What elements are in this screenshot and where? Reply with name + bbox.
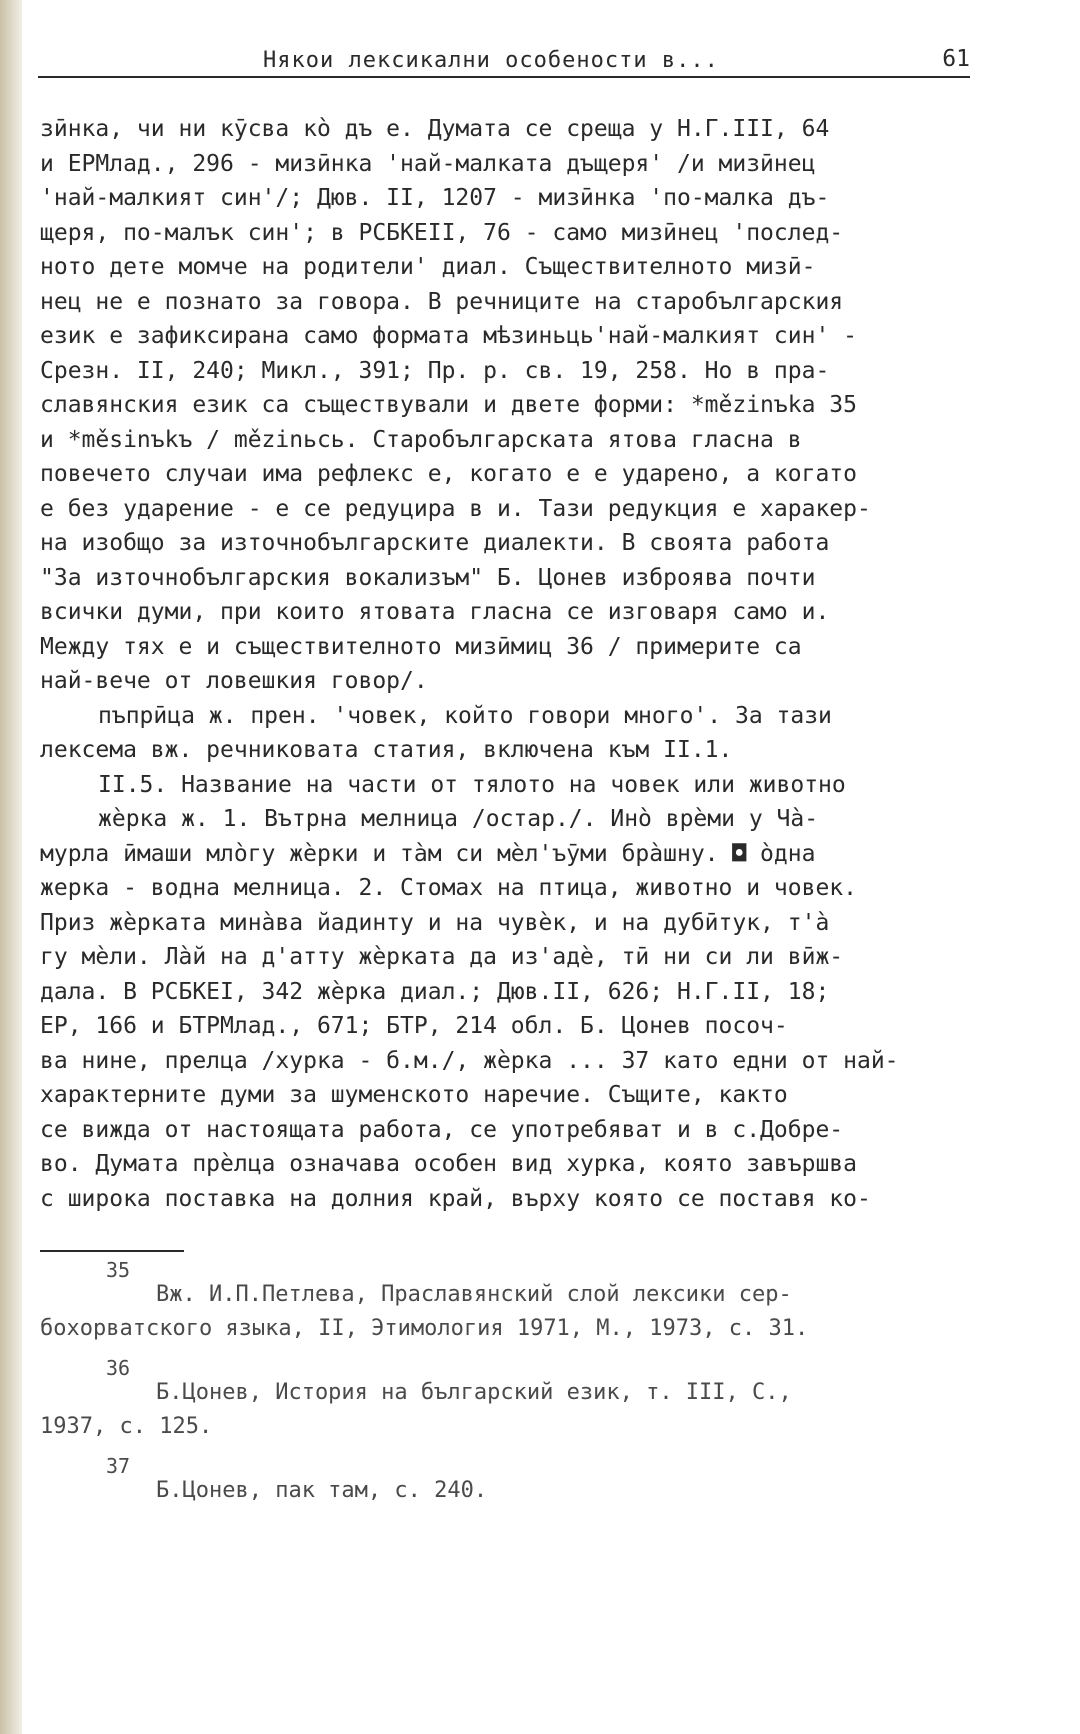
page-number: 61 [942, 46, 970, 72]
text-line: жерка - водна мелница. 2. Стомах на птица, животно и човек. [40, 875, 857, 901]
text-line: 'най-малкият син'/; Дюв. II, 1207 - мизӣнка 'по-малка дъ- [40, 185, 830, 211]
footnote-number: 36 [106, 1356, 131, 1380]
footnote-35 [40, 1258, 990, 1346]
text-line: най-вече от ловешкия говор/. [40, 668, 428, 694]
footnote-line: бохорватского языка, II, Этимология 1971, М., 1973, с. 31. [40, 1316, 809, 1341]
text-line: Приз жѐрката минàва йадинту и на чувѐк, и на дубӣтук, т'à [40, 909, 830, 936]
footnote-text [40, 1454, 990, 1508]
footnote-text [40, 1258, 990, 1346]
text-line: се вижда от настоящата работа, се употребяват и в с.Добре- [40, 1116, 844, 1143]
footnote-number: 37 [106, 1454, 131, 1478]
text-line: лексема вж. речниковата статия, включена към II.1. [40, 737, 733, 763]
text-line: с широка поставка на долния край, върху която се поставя ко- [40, 1185, 871, 1212]
text-line: во. Думата прѐлца означава особен вид хурка, която завършва [40, 1151, 857, 1177]
text-line: е без ударение - е се редуцира в и. Тази редукция е харакер- [40, 495, 871, 522]
footnote-line: Б.Цонев, пак там, с. 240. [156, 1478, 488, 1503]
entry-line: жѐрка ж. 1. Вътрна мелница /остар./. Инò врѐми у Чà- [98, 806, 819, 832]
text-line: дала. В РСБКЕI, 342 жѐрка диал.; Дюв.II, 626; Н.Г.II, 18; [40, 978, 830, 1005]
text-line: характерните думи за шуменското наречие. Същите, както [40, 1082, 788, 1108]
footnote-line: Б.Цонев, История на българский език, т. III, С., [156, 1380, 792, 1405]
main-text [40, 112, 990, 1216]
text-line: Между тях е и съществителното мизӣмиц 36 / примерите са [40, 633, 802, 660]
footnote-36 [40, 1356, 990, 1444]
text-line: "За източнобългарския вокализъм" Б. Цонев изброява почти [40, 564, 816, 591]
footnote-line: 1937, с. 125. [40, 1414, 213, 1439]
text-line: на изобщо за източнобългарските диалекти. В своята работа [40, 530, 830, 556]
text-line: мурла ӣмаши млòгу жѐрки и тàм си мѐл'ъӯми брàшну. ◘ òдна [40, 840, 816, 867]
book-spine-shadow [0, 0, 22, 1734]
footnotes [40, 1258, 990, 1518]
text-line: и *měsinъkъ / mězinьсь. Старобългарската ятова гласна в [40, 426, 802, 453]
text-line: ЕР, 166 и БТРМлад., 671; БТР, 214 обл. Б. Цонев посоч- [40, 1013, 788, 1039]
entry-line: пъпрӣца ж. прен. 'човек, който говори много'. За тази [98, 702, 832, 729]
text-line: зӣнка, чи ни кӯсва кò дъ е. Думата се среща у Н.Г.III, 64 [40, 116, 830, 142]
text-line: нец не е познато за говора. В речниците на старобългарския [40, 288, 844, 315]
text-line: и ЕРМлад., 296 - мизӣнка 'най-малката дъщеря' /и мизӣнец [40, 150, 816, 177]
running-header [38, 42, 970, 78]
text-line: ва нине, прелца /хурка - б.м./, жѐрка ... 37 като едни от най- [40, 1047, 899, 1074]
text-line: гу мѐли. Лàй на д'атту жѐрката да из'адѐ, тӣ ни си ли вӣж- [40, 944, 844, 970]
text-line: език е зафиксирана само формата мѣзиньць'най-малкият син' - [40, 323, 857, 349]
footnote-text [40, 1356, 990, 1444]
text-line: всички думи, при които ятовата гласна се изговаря само и. [40, 599, 830, 625]
text-line: славянския език са съществували и двете форми: *mězinъka 35 [40, 392, 857, 418]
running-title: Някои лексикални особености в... [263, 48, 719, 73]
footnote-line: Вж. И.П.Петлева, Праславянский слой лексики сер- [156, 1282, 792, 1307]
text-line: щеря, по-малък син'; в РСБКЕII, 76 - само мизӣнец 'послед- [40, 219, 844, 246]
footnote-37 [40, 1454, 990, 1508]
footnote-divider [40, 1250, 184, 1252]
section-heading: II.5. Название на части от тялото на човек или животно [98, 771, 846, 798]
text-line: повечето случаи има рефлекс е, когато е е ударено, а когато [40, 461, 857, 487]
text-line: ното дете момче на родители' диал. Съществителното мизӣ- [40, 254, 816, 280]
text-line: Срезн. II, 240; Микл., 391; Пр. р. св. 19, 258. Но в пра- [40, 357, 830, 384]
footnote-number: 35 [106, 1258, 131, 1282]
